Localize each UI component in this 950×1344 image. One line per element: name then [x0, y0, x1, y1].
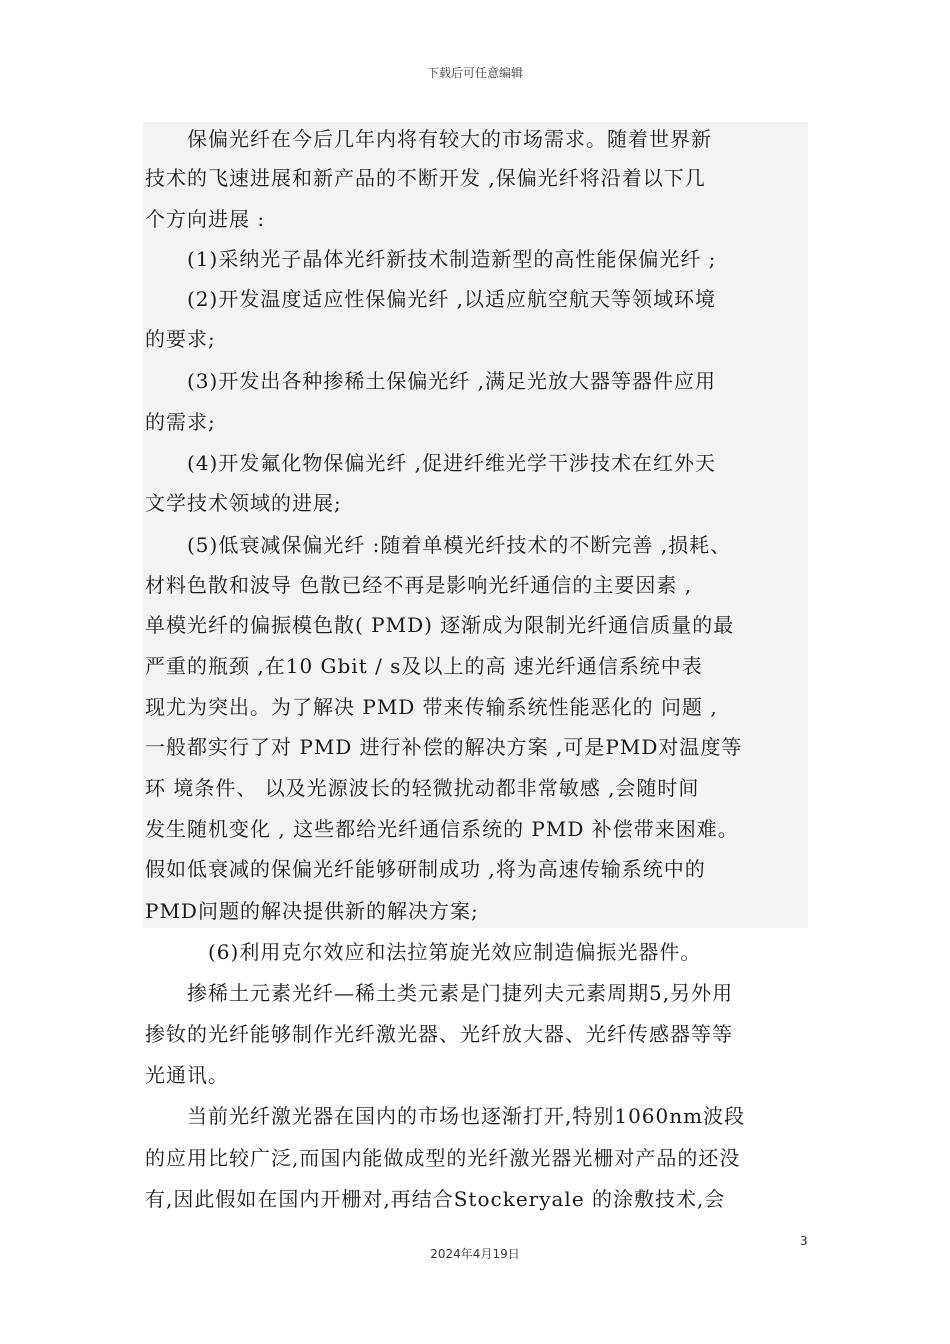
text-line: 个方向进展 : — [145, 207, 266, 231]
text-line: (2)开发温度适应性保偏光纤 ,以适应航空航天等领域环境 — [145, 287, 717, 311]
text-line: 现尤为突出。为了解决 PMD 带来传输系统性能恶化的 问题 , — [145, 695, 718, 719]
highlighted-section-background — [143, 122, 808, 928]
text-line: 严重的瓶颈 ,在10 Gbit / s及以上的高 速光纤通信系统中表 — [145, 654, 703, 678]
text-line: 光通讯。 — [145, 1063, 229, 1087]
text-line: (3)开发出各种掺稀土保偏光纤 ,满足光放大器等器件应用 — [145, 369, 717, 393]
text-line: (1)采纳光子晶体光纤新技术制造新型的高性能保偏光纤 ; — [145, 247, 717, 271]
page-number: 3 — [800, 1234, 808, 1248]
text-line: 当前光纤激光器在国内的市场也逐渐打开,特别1060nm波段 — [145, 1104, 746, 1128]
text-line: 的要求; — [145, 327, 216, 351]
text-line: 的应用比较广泛,而国内能做成型的光纤激光器光栅对产品的还没 — [145, 1146, 741, 1170]
text-line: 掺钕的光纤能够制作光纤激光器、光纤放大器、光纤传感器等等 — [145, 1022, 733, 1046]
text-line: 有,因此假如在国内开栅对,再结合Stockeryale 的涂敷技术,会 — [145, 1187, 726, 1211]
page-header: 下载后可任意编辑 — [426, 66, 523, 80]
text-line: (4)开发氟化物保偏光纤 ,促进纤维光学干涉技术在红外天 — [145, 451, 717, 475]
text-line: 单模光纤的偏振模色散( PMD) 逐渐成为限制光纤通信质量的最 — [145, 613, 735, 637]
text-line: PMD问题的解决提供新的解决方案; — [145, 899, 479, 923]
text-line: 材料色散和波导 色散已经不再是影响光纤通信的主要因素 , — [145, 573, 693, 597]
text-line: 假如低衰减的保偏光纤能够研制成功 ,将为高速传输系统中的 — [145, 857, 706, 881]
text-line: (6)利用克尔效应和法拉第旋光效应制造偏振光器件。 — [145, 940, 702, 964]
text-line: 保偏光纤在今后几年内将有较大的市场需求。随着世界新 — [145, 127, 712, 151]
text-line: (5)低衰减保偏光纤 :随着单模光纤技术的不断完善 ,损耗、 — [145, 533, 732, 557]
text-line: 环 境条件、 以及光源波长的轻微扰动都非常敏感 ,会随时间 — [145, 776, 700, 800]
text-line: 的需求; — [145, 410, 216, 434]
footer-date: 2024年4月19日 — [430, 1247, 520, 1261]
text-line: 掺稀土元素光纤—稀土类元素是门捷列夫元素周期5,另外用 — [145, 981, 734, 1005]
text-line: 一般都实行了对 PMD 进行补偿的解决方案 ,可是PMD对温度等 — [145, 735, 743, 759]
text-line: 文学技术领域的进展; — [145, 491, 342, 515]
text-line: 技术的飞速进展和新产品的不断开发 ,保偏光纤将沿着以下几 — [145, 166, 706, 190]
text-line: 发生随机变化 , 这些都给光纤通信系统的 PMD 补偿带来困难。 — [145, 817, 739, 841]
